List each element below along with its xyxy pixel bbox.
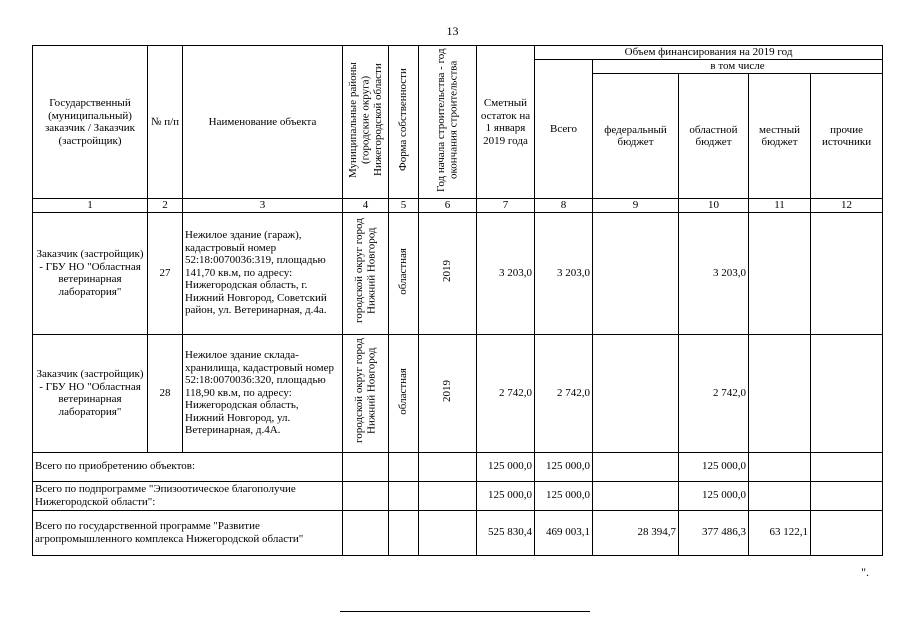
total-federal xyxy=(593,481,679,510)
row-years-cell xyxy=(419,212,477,334)
colnum: 3 xyxy=(183,199,343,213)
row-total: 2 742,0 xyxy=(535,334,593,452)
empty-cell xyxy=(389,452,419,481)
header-ownership: Форма собственности xyxy=(397,68,410,172)
row-federal xyxy=(593,334,679,452)
total-total: 469 003,1 xyxy=(535,510,593,555)
header-including: в том числе xyxy=(593,60,883,74)
row-regional: 3 203,0 xyxy=(679,212,749,334)
row-total: 3 203,0 xyxy=(535,212,593,334)
total-row xyxy=(33,452,883,481)
row-num: 27 xyxy=(148,212,183,334)
row-federal xyxy=(593,212,679,334)
total-total: 125 000,0 xyxy=(535,481,593,510)
colnum: 12 xyxy=(811,199,883,213)
header-local: местный бюджет xyxy=(749,74,811,199)
total-regional: 125 000,0 xyxy=(679,481,749,510)
row-remainder: 2 742,0 xyxy=(477,334,535,452)
header-remainder: Сметный остаток на 1 января 2019 года xyxy=(477,46,535,199)
row-years: 2019 xyxy=(441,380,454,403)
header-federal: федеральный бюджет xyxy=(593,74,679,199)
row-ownership-cell xyxy=(389,212,419,334)
header-years: Год начала строительства - год окончания строительства xyxy=(435,48,460,193)
total-regional: 377 486,3 xyxy=(679,510,749,555)
row-remainder: 3 203,0 xyxy=(477,212,535,334)
total-federal xyxy=(593,452,679,481)
empty-cell xyxy=(811,510,883,555)
header-years-cell xyxy=(419,46,477,199)
total-label: Всего по приобретению объектов: xyxy=(33,452,343,481)
total-row xyxy=(33,510,883,555)
total-local xyxy=(749,452,811,481)
colnum: 5 xyxy=(389,199,419,213)
empty-cell xyxy=(419,481,477,510)
table-row xyxy=(33,334,883,452)
header-other: прочие источники xyxy=(811,74,883,199)
colnum: 2 xyxy=(148,199,183,213)
header-district: Муниципальные районы (городские округа) Нижегородской области xyxy=(346,62,384,179)
financing-table xyxy=(32,45,883,556)
colnum: 11 xyxy=(749,199,811,213)
empty-cell xyxy=(343,481,389,510)
row-local xyxy=(749,334,811,452)
page-number: 13 xyxy=(446,24,459,38)
total-local xyxy=(749,481,811,510)
header-regional: областной бюджет xyxy=(679,74,749,199)
total-row xyxy=(33,481,883,510)
header-customer: Государственный (муниципальный) заказчик / Заказчик (застройщик) xyxy=(33,46,148,199)
column-number-row xyxy=(33,199,883,213)
row-district: городской округ город Нижний Новгород xyxy=(353,338,378,444)
colnum: 7 xyxy=(477,199,535,213)
closing-quote: ". xyxy=(861,565,869,579)
row-customer: Заказчик (застройщик) - ГБУ НО "Областная ветеринарная лаборатория" xyxy=(33,334,148,452)
header-total: Всего xyxy=(535,60,593,199)
header-ownership-cell xyxy=(389,46,419,199)
empty-cell xyxy=(389,510,419,555)
header-row-1 xyxy=(33,46,883,60)
total-remainder: 125 000,0 xyxy=(477,452,535,481)
total-regional: 125 000,0 xyxy=(679,452,749,481)
row-local xyxy=(749,212,811,334)
empty-cell xyxy=(389,481,419,510)
row-object-name: Нежилое здание (гараж), кадастровый номер 52:18:0070036:319, площадью 141,70 кв.м, по адресу: Нижегородская область, г. Нижний Новгород, Советский район, ул. Ветеринарная, д.4а. xyxy=(183,212,343,334)
colnum: 8 xyxy=(535,199,593,213)
colnum: 6 xyxy=(419,199,477,213)
row-ownership-cell xyxy=(389,334,419,452)
total-remainder: 525 830,4 xyxy=(477,510,535,555)
total-local: 63 122,1 xyxy=(749,510,811,555)
empty-cell xyxy=(419,510,477,555)
row-other xyxy=(811,334,883,452)
header-num: № п/п xyxy=(148,46,183,199)
row-ownership: областная xyxy=(397,367,410,415)
empty-cell xyxy=(811,481,883,510)
row-other xyxy=(811,212,883,334)
empty-cell xyxy=(343,452,389,481)
row-years: 2019 xyxy=(441,260,454,283)
empty-cell xyxy=(343,510,389,555)
row-years-cell xyxy=(419,334,477,452)
row-district-cell xyxy=(343,212,389,334)
row-ownership: областная xyxy=(397,247,410,295)
total-total: 125 000,0 xyxy=(535,452,593,481)
empty-cell xyxy=(811,452,883,481)
table-row xyxy=(33,212,883,334)
row-regional: 2 742,0 xyxy=(679,334,749,452)
colnum: 1 xyxy=(33,199,148,213)
empty-cell xyxy=(419,452,477,481)
total-label: Всего по государственной программе "Развитие агропромышленного комплекса Нижегородской области" xyxy=(33,510,343,555)
row-object-name: Нежилое здание склада-хранилища, кадастровый номер 52:18:0070036:320, площадью 118,90 кв.м, по адресу: Нижегородская область, Нижний Новгород, ул. Ветеринарная, д.4А. xyxy=(183,334,343,452)
total-remainder: 125 000,0 xyxy=(477,481,535,510)
footer-divider xyxy=(340,611,590,612)
header-financing: Объем финансирования на 2019 год xyxy=(535,46,883,60)
colnum: 9 xyxy=(593,199,679,213)
header-object-name: Наименование объекта xyxy=(183,46,343,199)
row-customer: Заказчик (застройщик) - ГБУ НО "Областная ветеринарная лаборатория" xyxy=(33,212,148,334)
colnum: 4 xyxy=(343,199,389,213)
total-federal: 28 394,7 xyxy=(593,510,679,555)
colnum: 10 xyxy=(679,199,749,213)
header-district-cell xyxy=(343,46,389,199)
row-district-cell xyxy=(343,334,389,452)
row-num: 28 xyxy=(148,334,183,452)
total-label: Всего по подпрограмме "Эпизоотическое благополучие Нижегородской области": xyxy=(33,481,343,510)
row-district: городской округ город Нижний Новгород xyxy=(353,218,378,324)
